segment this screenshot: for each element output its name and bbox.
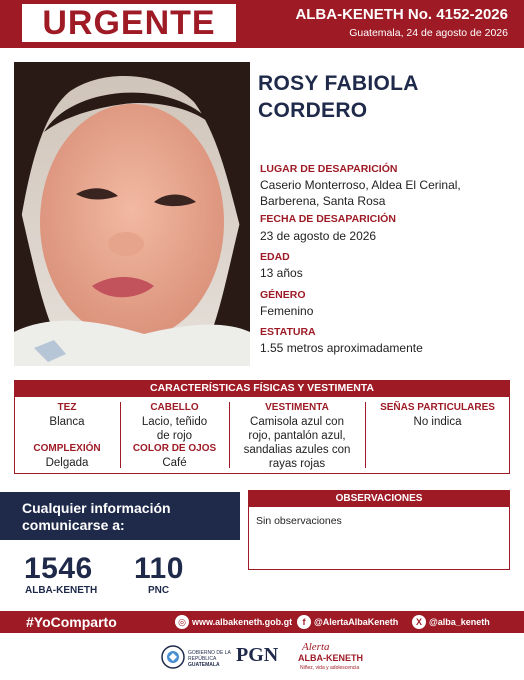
facebook-link[interactable]: @AlertaAlbaKeneth	[314, 617, 399, 627]
tez-value: Blanca	[49, 416, 85, 428]
ojos-label: COLOR DE OJOS	[132, 443, 217, 454]
website-link[interactable]: www.albakeneth.gob.gt	[192, 617, 293, 627]
person-name	[258, 70, 508, 124]
case-number: ALBA-KENETH No. 4152-2026	[295, 6, 508, 23]
alerta-logo-top: Alerta	[302, 641, 330, 653]
cabello-line1: Lacio, teñido	[141, 416, 208, 428]
lugar-line1: Caserio Monterroso, Aldea El Cerinal,	[260, 178, 461, 192]
genero-value: Femenino	[260, 304, 314, 318]
urgente-title: URGENTE	[42, 4, 216, 42]
vestimenta-label: VESTIMENTA	[265, 402, 329, 413]
tez-label: TEZ	[57, 402, 77, 413]
guatemala-logo-line2: GUATEMALA	[188, 662, 220, 668]
phone-alba-keneth-label: ALBA-KENETH	[25, 585, 98, 596]
edad-value: 13 años	[260, 266, 303, 280]
vestimenta-line3: sandalias azules con	[243, 444, 351, 456]
pgn-logo: PGN	[236, 644, 279, 666]
contact-line1: Cualquier información	[22, 500, 171, 516]
person-name-line2: CORDERO	[258, 99, 368, 122]
phone-alba-keneth[interactable]: 1546	[24, 552, 93, 585]
fecha-label: FECHA DE DESAPARICIÓN	[260, 213, 396, 225]
lugar-label: LUGAR DE DESAPARICIÓN	[260, 163, 398, 175]
estatura-label: ESTATURA	[260, 326, 316, 338]
observations-title: OBSERVACIONES	[335, 493, 423, 504]
estatura-value: 1.55 metros aproximadamente	[260, 341, 423, 355]
hashtag[interactable]: #YoComparto	[26, 614, 117, 630]
characteristics-title: CARACTERÍSTICAS FÍSICAS Y VESTIMENTA	[149, 382, 375, 394]
phone-pnc[interactable]: 110	[134, 552, 184, 585]
genero-label: GÉNERO	[260, 289, 306, 301]
missing-person-photo	[14, 62, 250, 366]
phone-pnc-label: PNC	[148, 585, 170, 596]
guatemala-logo-line1: GOBIERNO DE LA REPÚBLICA	[188, 650, 231, 662]
observations-value: Sin observaciones	[256, 515, 342, 527]
lugar-value	[260, 177, 514, 209]
place-date: Guatemala, 24 de agosto de 2026	[349, 27, 508, 39]
cabello-line2: de rojo	[156, 430, 193, 442]
globe-icon: ◎	[175, 615, 189, 629]
alerta-logo-name: ALBA-KENETH	[298, 653, 363, 663]
vestimenta-line2: rojo, pantalón azul,	[248, 430, 346, 442]
edad-label: EDAD	[260, 251, 290, 263]
complexion-value: Delgada	[45, 457, 89, 469]
facebook-icon: f	[297, 615, 311, 629]
vestimenta-value	[229, 415, 365, 471]
twitter-link[interactable]: @alba_keneth	[429, 617, 490, 627]
guatemala-logo-text	[188, 650, 238, 668]
alerta-logo-tagline: Niñez, vida y adolescencia	[300, 665, 360, 671]
vestimenta-line1: Camisola azul con	[250, 416, 344, 428]
guatemala-seal-icon	[160, 644, 186, 675]
contact-text	[22, 500, 232, 534]
cabello-value	[120, 415, 229, 443]
senas-label: SEÑAS PARTICULARES	[380, 402, 495, 413]
ojos-value: Café	[162, 457, 187, 469]
cabello-label: CABELLO	[150, 402, 199, 413]
lugar-line2: Barberena, Santa Rosa	[260, 194, 386, 208]
x-twitter-icon: X	[412, 615, 426, 629]
vestimenta-line4: rayas rojas	[268, 458, 326, 470]
contact-line2: comunicarse a:	[22, 517, 125, 533]
fecha-value: 23 de agosto de 2026	[260, 229, 377, 243]
complexion-label: COMPLEXIÓN	[33, 443, 101, 454]
senas-value: No indica	[413, 416, 462, 428]
person-name-line1: ROSY FABIOLA	[258, 72, 419, 95]
